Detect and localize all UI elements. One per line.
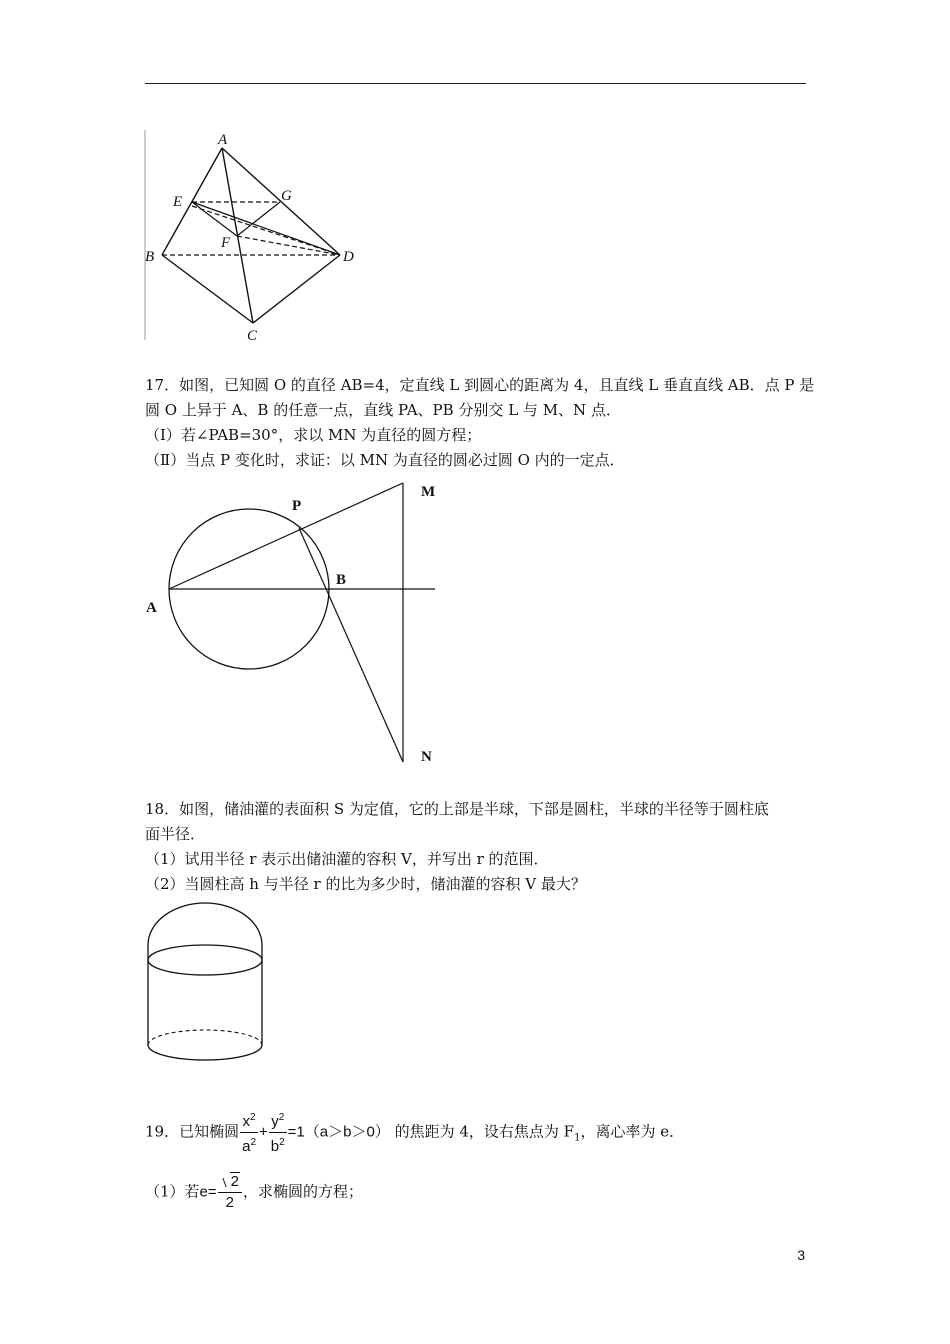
label-D: D bbox=[343, 249, 354, 265]
label-N: N bbox=[421, 749, 432, 765]
q18-part1: （1）试用半径 r 表示出储油灌的容积 V，并写出 r 的范围． bbox=[145, 850, 549, 868]
q19-eq: =1（a＞b＞0） bbox=[287, 1123, 390, 1141]
figure-tetrahedron bbox=[140, 128, 370, 348]
label-G: G bbox=[281, 188, 292, 204]
q19-fraction-x: $\frac{x^2}{a^2}$ bbox=[240, 1108, 258, 1157]
q18-part2: （2）当圆柱高 h 与半径 r 的比为多少时，储油灌的容积 V 最大？ bbox=[145, 875, 586, 893]
q19-suffix: 的焦距为 4，设右焦点为 F bbox=[394, 1122, 575, 1141]
label-E: E bbox=[173, 194, 183, 210]
q17-line1: 17．如图，已知圆 O 的直径 AB=4，定直线 L 到圆心的距离为 4，且直线 L 垂直直线 AB．点 P 是 bbox=[145, 376, 815, 394]
q17-part2: （Ⅱ）当点 P 变化时，求证：以 MN 为直径的圆必过圆 O 内的一定点． bbox=[145, 451, 625, 469]
q19-fraction-y: $\frac{y^2}{b^2}$ bbox=[269, 1108, 287, 1157]
figure-oil-tank bbox=[140, 900, 270, 1070]
q19-e-fraction: $\frac{2}{2}$ bbox=[218, 1172, 242, 1213]
header-rule bbox=[145, 83, 806, 84]
q17-part1: （Ⅰ）若∠PAB=30°，求以 MN 为直径的圆方程； bbox=[145, 426, 482, 444]
q18-line2: 面半径． bbox=[145, 825, 206, 843]
page-number: 3 bbox=[797, 1247, 805, 1263]
label-P: P bbox=[292, 498, 302, 514]
q17-line2: 圆 O 上异于 A、B 的任意一点，直线 PA、PB 分别交 L 与 M、N 点． bbox=[145, 401, 621, 419]
label-A: A bbox=[218, 132, 228, 148]
label-C: C bbox=[247, 328, 258, 344]
label-F: F bbox=[221, 235, 231, 251]
label-B: B bbox=[145, 249, 155, 265]
label-M: M bbox=[421, 484, 436, 500]
q18-line1: 18．如图，储油灌的表面积 S 为定值，它的上部是半球，下部是圆柱，半球的半径等于圆柱底 bbox=[145, 800, 769, 818]
label-A2: A bbox=[146, 600, 157, 616]
label-B2: B bbox=[336, 572, 347, 588]
q19-statement: 19．已知椭圆 $\frac{x^2}{a^2}$ + $\frac{y^2}{b^2}$ =1（a＞b＞0） 的焦距为 4，设右焦点为 $F_1$，离心率为 e． bbox=[145, 1108, 684, 1157]
q19-prefix: 19．已知椭圆 bbox=[145, 1122, 240, 1141]
q19-part1: （1）若e= $\frac{2}{2}$ ，求椭圆的方程； bbox=[145, 1173, 364, 1211]
figure-circle bbox=[140, 478, 450, 773]
